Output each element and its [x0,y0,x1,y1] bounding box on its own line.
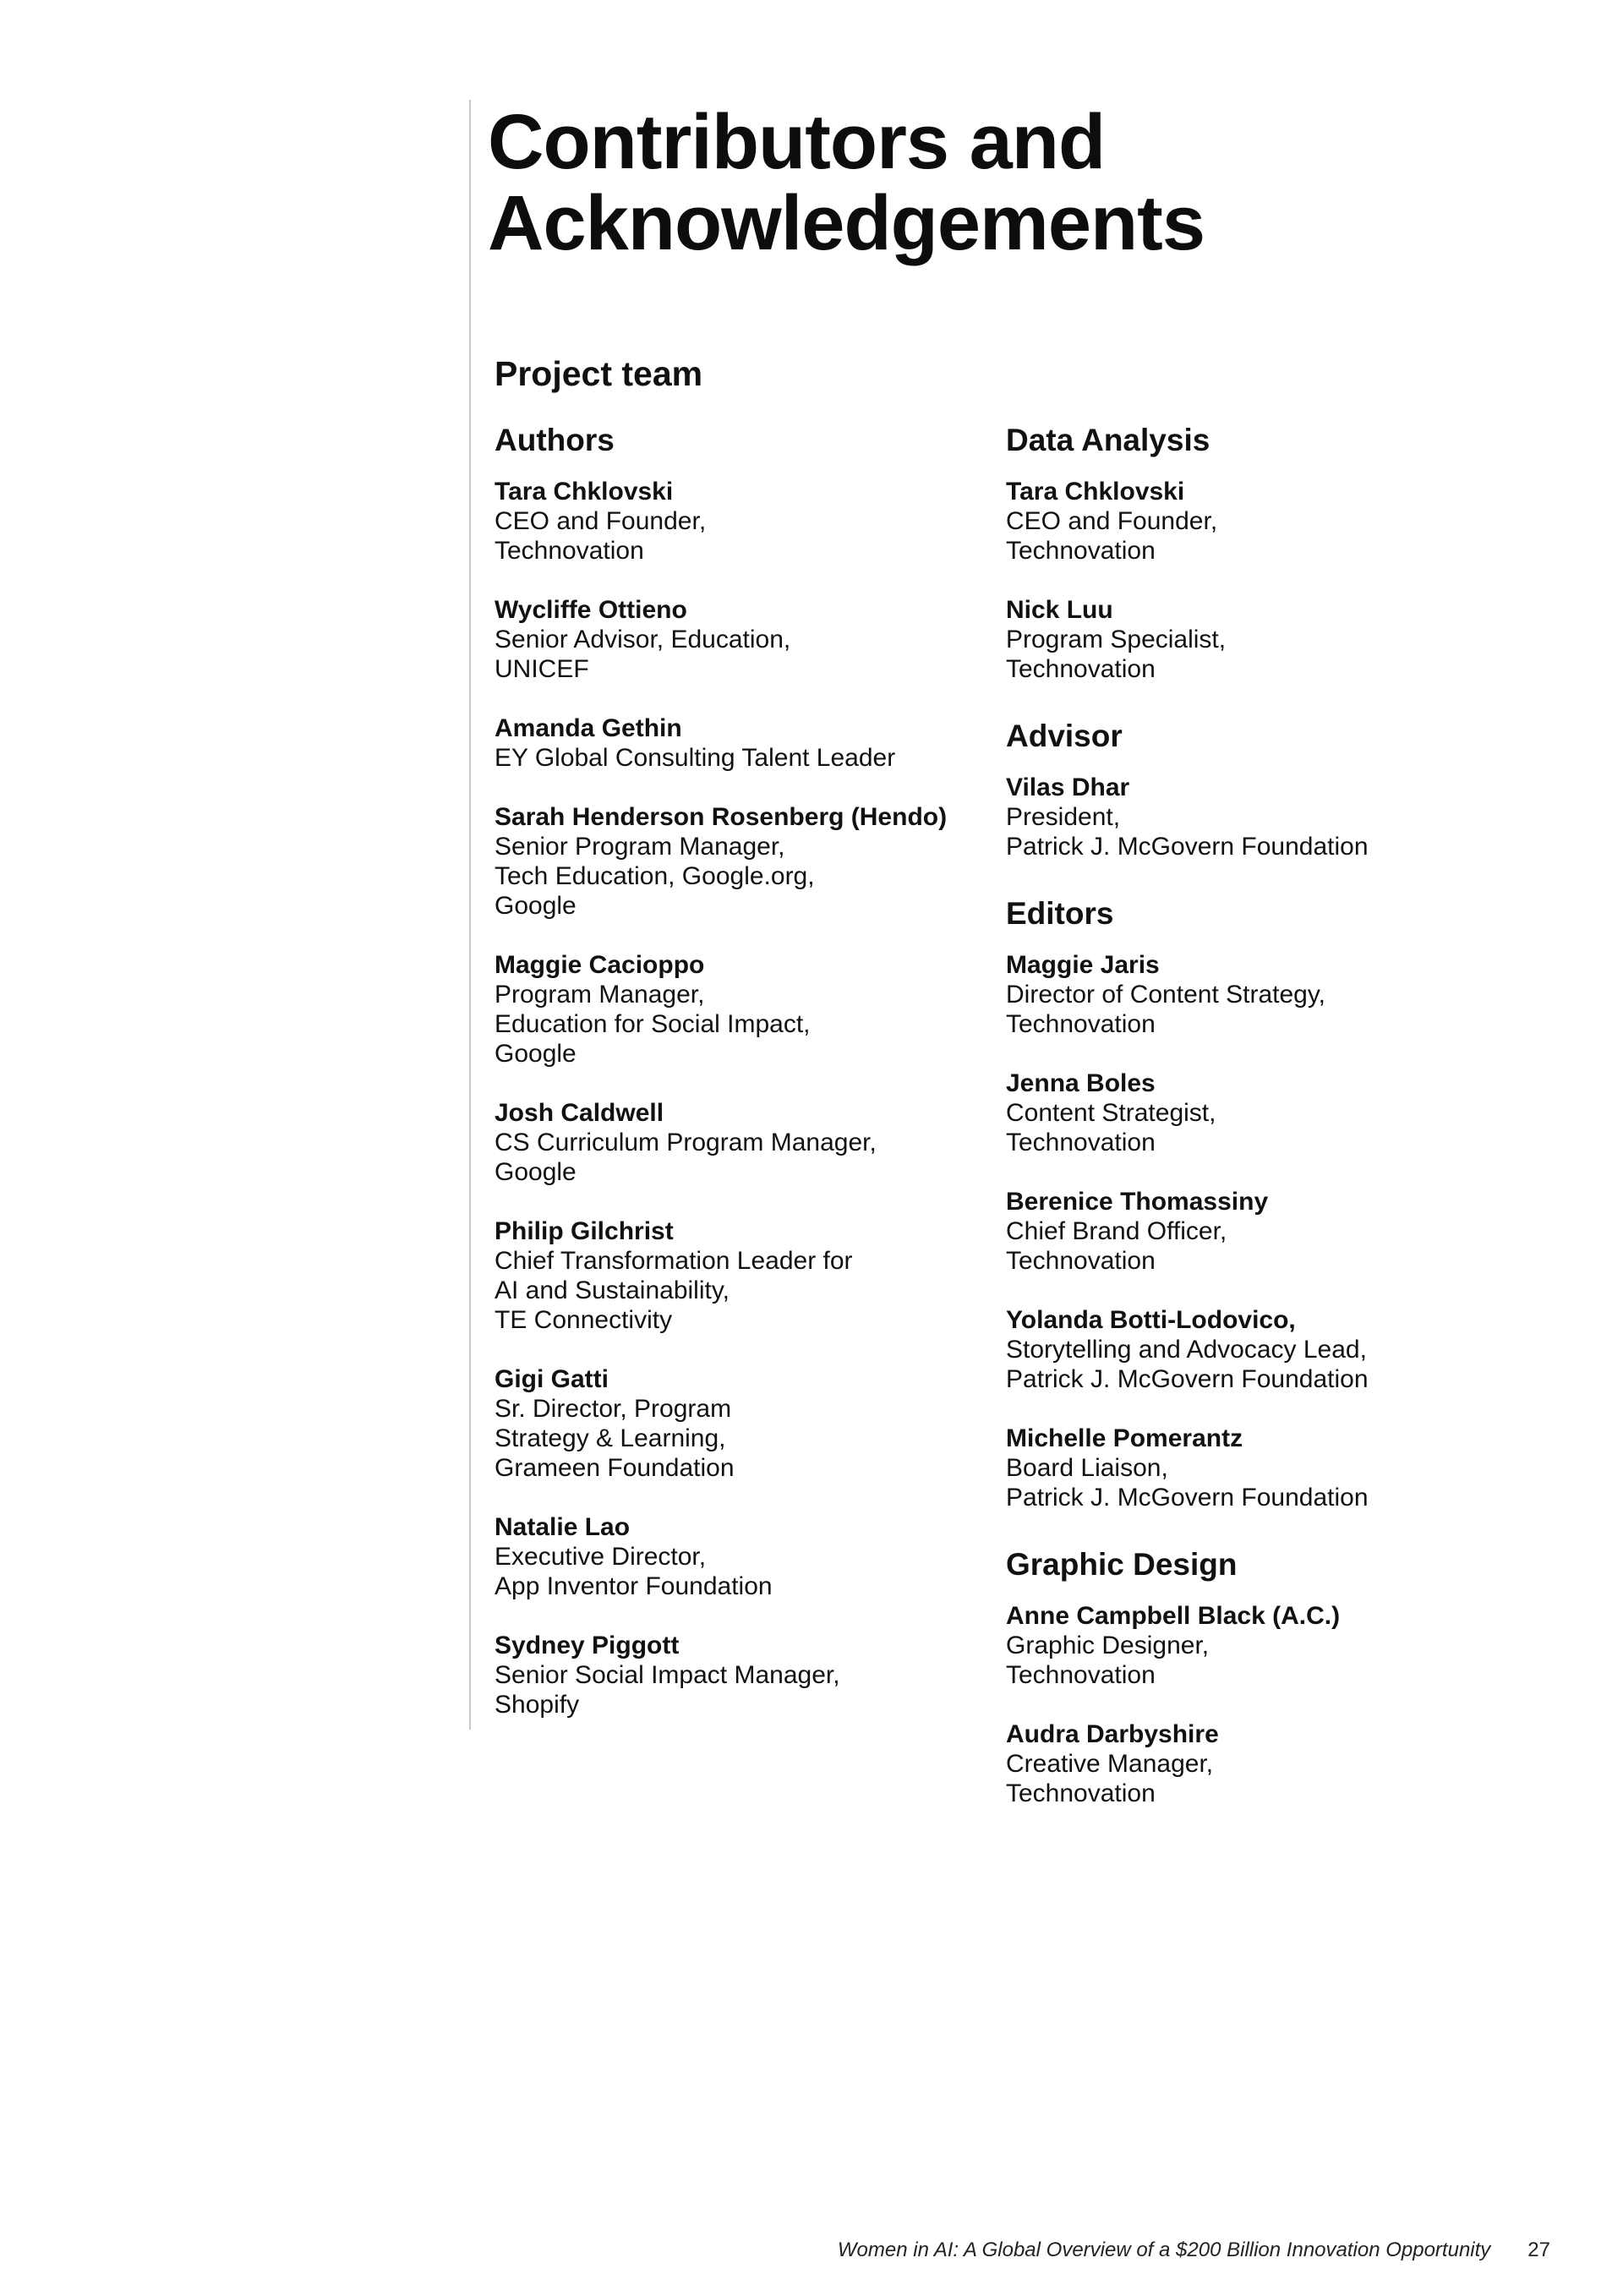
contributor-entry [495,595,1002,684]
contributor-name: Vilas Dhar [1006,774,1130,801]
contributor-name: Wycliffe Ottieno [495,596,687,624]
authors-list [495,477,1002,1719]
contributor-role-line: Director of Content Strategy, [1006,981,1325,1009]
contributor-entry [495,1098,1002,1187]
contributor-role-line: App Inventor Foundation [495,1572,773,1600]
contributor-entry [1006,595,1589,684]
left-column [495,418,1002,1749]
project-team-heading: Project team [495,354,703,393]
contributor-entry [1006,1069,1589,1157]
contributor-role-line: Education for Social Impact, [495,1010,811,1038]
contributor-name: Michelle Pomerantz [1006,1424,1243,1452]
contributor-role-line: Senior Social Impact Manager, [495,1661,840,1689]
contributor-role-line: Technovation [1006,655,1156,683]
contributor-role-line: Technovation [1006,1129,1156,1156]
contributor-role-line: Senior Advisor, Education, [495,626,791,653]
contributor-entry [495,1364,1002,1483]
contributor-entry [1006,1305,1589,1394]
contributor-name: Maggie Jaris [1006,951,1160,979]
contributor-role-line: Chief Brand Officer, [1006,1217,1227,1245]
contributor-entry [495,950,1002,1069]
contributor-role-line: President, [1006,803,1121,831]
contributor-entry [495,1512,1002,1601]
graphic-design-heading: Graphic Design [1006,1547,1238,1582]
contributor-name: Sarah Henderson Rosenberg (Hendo) [495,803,948,831]
contributor-name: Yolanda Botti-Lodovico, [1006,1306,1296,1334]
contributor-role-line: Strategy & Learning, [495,1424,726,1452]
contributor-name: Maggie Cacioppo [495,951,705,979]
page-footer [0,2237,1550,2264]
contributor-role-line: TE Connectivity [495,1306,673,1334]
editors-heading: Editors [1006,896,1114,931]
contributor-name: Tara Chklovski [495,478,674,506]
contributor-entry [1006,1424,1589,1512]
contributor-role-line: Sr. Director, Program [495,1395,732,1423]
contributor-role-line: Technovation [1006,1779,1156,1807]
contributor-role-line: Content Strategist, [1006,1099,1216,1127]
contributor-name: Audra Darbyshire [1006,1720,1219,1748]
contributor-role-line: Program Manager, [495,981,705,1009]
contributor-entry [1006,950,1589,1039]
contributor-entry [1006,773,1589,861]
contributor-role-line: EY Global Consulting Talent Leader [495,744,896,772]
contributor-role-line: UNICEF [495,655,589,683]
data-analysis-list [1006,477,1589,684]
contributor-role-line: Patrick J. McGovern Foundation [1006,833,1369,861]
contributor-role-line: CS Curriculum Program Manager, [495,1129,877,1156]
contributor-role-line: Creative Manager, [1006,1750,1214,1778]
contributor-role-line: CEO and Founder, [1006,507,1218,535]
editors-list [1006,950,1589,1512]
contributor-role-line: Google [495,1040,577,1068]
contributor-role-line: Google [495,1158,577,1186]
contributor-role-line: Technovation [1006,1010,1156,1038]
contributor-entry [495,713,1002,773]
right-column [1006,418,1589,1838]
contributor-entry [495,1216,1002,1335]
contributor-name: Sydney Piggott [495,1632,680,1659]
contributor-role-line: Technovation [1006,537,1156,565]
advisor-heading: Advisor [1006,719,1123,753]
contributor-role-line: Technovation [1006,1661,1156,1689]
graphic-design-list [1006,1601,1589,1808]
data-analysis-heading: Data Analysis [1006,423,1210,457]
page-title [488,101,1205,264]
contributor-name: Amanda Gethin [495,714,682,742]
page-title-line-1: Contributors and [488,99,1106,185]
contributor-role-line: Executive Director, [495,1543,707,1571]
contributor-entry [495,477,1002,566]
contributor-role-line: Technovation [495,537,644,565]
contributor-role-line: Technovation [1006,1247,1156,1275]
contributor-role-line: Patrick J. McGovern Foundation [1006,1365,1369,1393]
contributor-role-line: Google [495,892,577,920]
contributor-role-line: Graphic Designer, [1006,1632,1210,1659]
contributor-entry [495,1631,1002,1719]
contributor-name: Anne Campbell Black (A.C.) [1006,1602,1341,1630]
contributor-role-line: Program Specialist, [1006,626,1227,653]
contributor-entry [1006,1187,1589,1276]
page-number: 27 [1527,2239,1550,2261]
contributor-role-line: Grameen Foundation [495,1454,735,1482]
contributor-role-line: Storytelling and Advocacy Lead, [1006,1336,1367,1364]
contributor-role-line: Chief Transformation Leader for [495,1247,853,1275]
contributor-entry [1006,1601,1589,1690]
contributor-name: Jenna Boles [1006,1069,1156,1097]
contributor-name: Philip Gilchrist [495,1217,674,1245]
page-title-line-2: Acknowledgements [488,180,1205,266]
contributor-role-line: Senior Program Manager, [495,833,785,861]
contributor-role-line: Patrick J. McGovern Foundation [1006,1484,1369,1512]
contributor-name: Tara Chklovski [1006,478,1185,506]
contributor-entry [495,802,1002,921]
vertical-divider [469,100,471,1730]
authors-heading: Authors [495,423,615,457]
footer-publication-title: Women in AI: A Global Overview of a $200 Billion Innovation Opportunity [837,2239,1491,2261]
contributor-name: Natalie Lao [495,1513,631,1541]
contributor-name: Josh Caldwell [495,1099,664,1127]
contributor-entry [1006,1719,1589,1808]
contributor-role-line: Shopify [495,1691,580,1719]
contributor-name: Berenice Thomassiny [1006,1188,1269,1216]
contributor-name: Nick Luu [1006,596,1113,624]
contributor-role-line: Tech Education, Google.org, [495,862,815,890]
contributor-role-line: Board Liaison, [1006,1454,1168,1482]
contributor-role-line: CEO and Founder, [495,507,707,535]
advisor-list [1006,773,1589,861]
contributor-name: Gigi Gatti [495,1365,609,1393]
contributor-role-line: AI and Sustainability, [495,1276,730,1304]
contributor-entry [1006,477,1589,566]
